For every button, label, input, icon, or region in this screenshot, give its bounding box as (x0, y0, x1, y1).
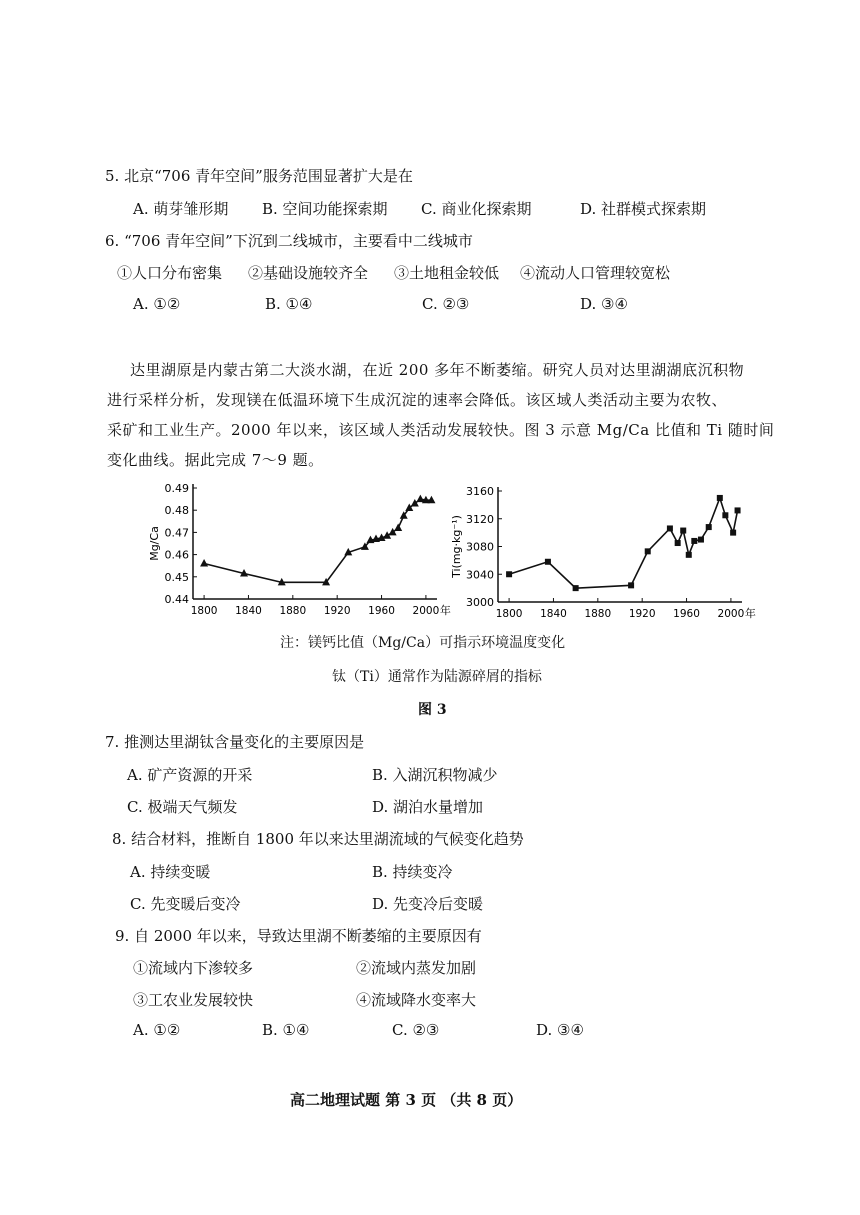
q5-option-a: A. 萌芽雏形期 (133, 200, 229, 218)
y-tick-label: 0.48 (164, 504, 189, 518)
q9-option-a: A. ①② (133, 1021, 181, 1039)
x-tick-label: 1800 (190, 605, 218, 617)
q9-item-4: ④流域降水变率大 (356, 991, 477, 1009)
q8-option-c: C. 先变暖后变冷 (130, 895, 241, 913)
y-tick-label: 3120 (466, 512, 494, 526)
q9-stem: 9. 自 2000 年以来，导致达里湖不断萎缩的主要原因有 (115, 927, 482, 945)
x-axis-unit: 年 (744, 607, 756, 620)
q5-option-d: D. 社群模式探索期 (580, 200, 707, 218)
data-point (691, 538, 697, 544)
data-point (698, 537, 704, 543)
q6-item-3: ③土地租金较低 (394, 264, 500, 282)
data-point (628, 582, 634, 588)
q6-option-c: C. ②③ (422, 295, 470, 313)
data-point (706, 524, 712, 530)
q6-option-d: D. ③④ (580, 295, 628, 313)
y-tick-label: 3160 (466, 485, 494, 498)
q8-option-d: D. 先变冷后变暖 (372, 895, 484, 913)
q9-option-d: D. ③④ (536, 1021, 584, 1039)
q8-option-b: B. 持续变冷 (372, 863, 453, 881)
data-point (675, 540, 681, 546)
x-axis-unit: 年 (439, 604, 451, 617)
series-line (204, 499, 431, 582)
q9-item-1: ①流域内下渗较多 (133, 959, 254, 977)
y-tick-label: 0.49 (164, 482, 189, 495)
x-tick-label: 1920 (628, 608, 656, 620)
data-point (200, 559, 208, 567)
data-point (394, 523, 402, 531)
q6-option-a: A. ①② (133, 295, 181, 313)
q5-stem: 5. 北京“706 青年空间”服务范围显著扩大是在 (105, 167, 413, 185)
data-point (680, 528, 686, 534)
y-tick-label: 3000 (466, 596, 494, 609)
x-tick-label: 1840 (540, 608, 567, 620)
q7-option-c: C. 极端天气频发 (127, 798, 238, 816)
x-tick-label: 1960 (368, 605, 395, 617)
q5-option-b: B. 空间功能探索期 (262, 200, 388, 218)
data-point (506, 571, 512, 577)
data-point (686, 552, 692, 558)
passage-line-4: 变化曲线。据此完成 7～9 题。 (107, 451, 324, 469)
data-point (667, 525, 673, 531)
data-point (722, 512, 728, 518)
series-line (509, 498, 737, 588)
y-tick-label: 0.45 (164, 570, 189, 584)
q7-option-d: D. 湖泊水量增加 (372, 798, 484, 816)
y-tick-label: 3040 (466, 568, 494, 582)
y-axis-label: Mg/Ca (148, 526, 161, 561)
q9-option-b: B. ①④ (262, 1021, 310, 1039)
x-tick-label: 1800 (495, 608, 523, 620)
q7-stem: 7. 推测达里湖钛含量变化的主要原因是 (105, 733, 365, 751)
q9-item-2: ②流域内蒸发加剧 (356, 959, 477, 977)
page-footer: 高二地理试题 第 3 页 （共 8 页） (290, 1091, 523, 1109)
data-point (573, 585, 579, 591)
x-tick-label: 1920 (323, 605, 351, 617)
q6-item-2: ②基础设施较齐全 (248, 264, 369, 282)
q8-option-a: A. 持续变暖 (130, 863, 211, 881)
q6-item-4: ④流动人口管理较宽松 (520, 264, 671, 282)
q6-stem: 6. “706 青年空间”下沉到二线城市，主要看中二线城市 (105, 232, 473, 250)
q6-option-b: B. ①④ (265, 295, 313, 313)
q9-item-3: ③工农业发展较快 (133, 991, 254, 1009)
q9-option-c: C. ②③ (392, 1021, 440, 1039)
y-tick-label: 0.47 (164, 526, 189, 540)
data-point (645, 548, 651, 554)
passage-line-1: 达里湖原是内蒙古第二大淡水湖，在近 200 多年不断萎缩。研究人员对达里湖湖底沉积物 (130, 361, 745, 379)
data-point (545, 559, 551, 565)
data-point (730, 530, 736, 536)
y-tick-label: 0.46 (164, 548, 189, 562)
data-point (735, 507, 741, 513)
data-point (717, 495, 723, 501)
q7-option-a: A. 矿产资源的开采 (127, 766, 253, 784)
x-tick-label: 1880 (584, 608, 612, 620)
x-tick-label: 1880 (279, 605, 307, 617)
figure-caption: 图 3 (418, 702, 447, 718)
y-tick-label: 0.44 (164, 593, 189, 606)
x-tick-label: 1840 (235, 605, 262, 617)
x-tick-label: 2000 (412, 605, 440, 617)
y-axis-label: Ti(mg·kg⁻¹) (450, 515, 463, 578)
x-tick-label: 2000 (717, 608, 745, 620)
ti-chart (450, 483, 765, 628)
q5-option-c: C. 商业化探索期 (421, 200, 532, 218)
q8-stem: 8. 结合材料，推断自 1800 年以来达里湖流域的气候变化趋势 (112, 830, 524, 848)
y-tick-label: 3080 (466, 540, 494, 554)
q6-item-1: ①人口分布密集 (117, 264, 223, 282)
x-tick-label: 1960 (673, 608, 700, 620)
passage-line-2: 进行采样分析，发现镁在低温环境下生成沉淀的速率会降低。该区域人类活动主要为农牧、 (107, 391, 728, 409)
figure-note-1: 注：镁钙比值（Mg/Ca）可指示环境温度变化 (280, 635, 566, 651)
mgca-chart (145, 480, 460, 625)
q7-option-b: B. 入湖沉积物减少 (372, 766, 498, 784)
passage-line-3: 采矿和工业生产。2000 年以来，该区域人类活动发展较快。图 3 示意 Mg/Ca 比值和 Ti 随时间 (107, 421, 775, 439)
figure-note-2: 钛（Ti）通常作为陆源碎屑的指标 (332, 669, 542, 685)
